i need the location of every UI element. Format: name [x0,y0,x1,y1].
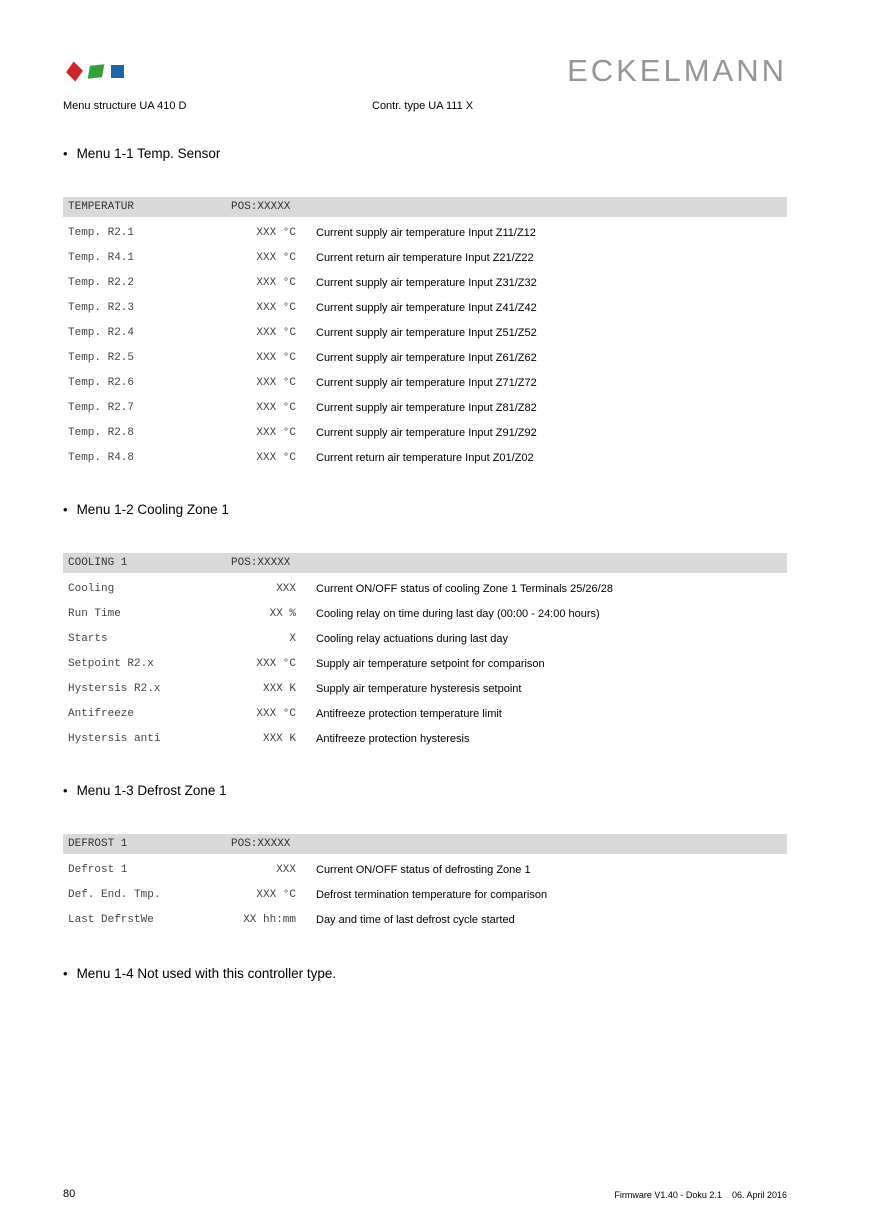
row-value: XXX °C [256,888,296,901]
row-parameter: Last DefrstWe [68,913,154,926]
table-row [63,420,787,445]
table-row [63,676,787,701]
note-text: Menu 1-4 Not used with this controller type. [76,966,337,981]
sections-container [0,146,870,932]
row-parameter: Hystersis anti [68,732,161,745]
page-footer [63,1188,787,1200]
row-description: Cooling relay on time during last day (00:00 - 24:00 hours) [316,607,600,620]
row-description: Cooling relay actuations during last day [316,632,509,645]
table-row [63,626,787,651]
row-parameter: Temp. R2.2 [68,276,135,289]
row-description: Supply air temperature setpoint for comparison [316,657,545,670]
bullet-icon: • [63,146,68,161]
table-row [63,445,787,470]
table-row [63,601,787,626]
doc-title-left: Menu structure UA 410 D [63,100,187,112]
row-value: XXX [276,863,296,876]
row-parameter: Antifreeze [68,707,135,720]
table-row [63,907,787,932]
row-description: Current return air temperature Input Z21/Z22 [316,251,534,264]
doc-title-center: Contr. type UA 111 X [372,100,474,112]
row-parameter: Temp. R2.7 [68,401,135,414]
row-value: XXX °C [256,326,296,339]
logo-row [63,53,787,88]
table-row [63,295,787,320]
bullet-icon: • [63,783,68,798]
table-row [63,220,787,245]
row-description: Current supply air temperature Input Z11/Z12 [316,226,536,239]
row-parameter: Temp. R2.1 [68,226,135,239]
section-title-text: Menu 1-1 Temp. Sensor [76,146,221,161]
bullet-icon: • [63,502,68,517]
row-value: XXX K [262,682,296,695]
row-value: XXX °C [256,351,296,364]
row-description: Day and time of last defrost cycle started [316,913,515,926]
menu-section [0,146,870,470]
row-value: XXX °C [256,251,296,264]
data-table [63,553,787,751]
section-title [63,783,870,798]
row-value: XXX °C [256,301,296,314]
table-header-row [63,834,787,854]
table-header-name: COOLING 1 [68,557,128,569]
table-body [63,854,787,932]
row-description: Supply air temperature hysteresis setpoint [316,682,522,695]
row-description: Current supply air temperature Input Z41/Z42 [316,301,537,314]
row-value: XXX °C [256,707,296,720]
row-parameter: Defrost 1 [68,863,128,876]
section-title-text: Menu 1-3 Defrost Zone 1 [76,783,227,798]
row-parameter: Temp. R2.3 [68,301,135,314]
data-table [63,834,787,932]
table-header-row [63,197,787,217]
row-value: XXX °C [256,657,296,670]
section-title [63,502,870,517]
table-header-name: TEMPERATUR [68,201,135,213]
table-header-name: DEFROST 1 [68,838,128,850]
page-header [0,0,870,114]
page-number: 80 [63,1188,76,1200]
menu-1-4-note [63,966,870,981]
data-table [63,197,787,470]
table-row [63,270,787,295]
menu-section [0,783,870,932]
footer-info: Firmware V1.40 - Doku 2.1 06. April 2016 [614,1190,787,1200]
row-value: XX % [269,607,296,620]
row-description: Current ON/OFF status of cooling Zone 1 Terminals 25/26/28 [316,582,613,595]
section-title [63,146,870,161]
table-row [63,651,787,676]
bullet-icon: • [63,966,68,981]
row-value: XXX °C [256,426,296,439]
table-row [63,576,787,601]
table-header-pos: POS:XXXXX [231,201,291,213]
row-value: XXX K [262,732,296,745]
table-row [63,857,787,882]
table-body [63,573,787,751]
row-value: X [289,632,296,645]
table-header-pos: POS:XXXXX [231,838,291,850]
row-description: Current supply air temperature Input Z61/Z62 [316,351,537,364]
row-description: Current supply air temperature Input Z51/Z52 [316,326,537,339]
table-body [63,217,787,470]
row-parameter: Temp. R4.1 [68,251,135,264]
row-parameter: Temp. R2.4 [68,326,135,339]
row-parameter: Def. End. Tmp. [68,888,161,901]
row-description: Current supply air temperature Input Z71/Z72 [316,376,537,389]
table-row [63,320,787,345]
table-header-pos: POS:XXXXX [231,557,291,569]
logo-red-diamond-icon [66,61,83,81]
table-row [63,395,787,420]
row-value: XXX °C [256,226,296,239]
row-parameter: Setpoint R2.x [68,657,154,670]
row-parameter: Hystersis R2.x [68,682,161,695]
row-parameter: Run Time [68,607,121,620]
eckelmann-logo-icon [63,58,124,84]
row-description: Current supply air temperature Input Z91/Z92 [316,426,537,439]
row-value: XXX °C [256,376,296,389]
eckelmann-wordmark: ECKELMANN [567,53,787,88]
section-title-text: Menu 1-2 Cooling Zone 1 [76,502,229,517]
row-value: XX hh:mm [243,913,296,926]
row-value: XXX °C [256,451,296,464]
table-row [63,726,787,751]
row-parameter: Temp. R2.6 [68,376,135,389]
row-description: Current supply air temperature Input Z81/Z82 [316,401,537,414]
row-value: XXX [276,582,296,595]
row-description: Antifreeze protection temperature limit [316,707,502,720]
row-description: Current return air temperature Input Z01/Z02 [316,451,534,464]
doc-title-line [63,100,787,114]
row-value: XXX °C [256,276,296,289]
table-row [63,701,787,726]
row-description: Defrost termination temperature for comparison [316,888,548,901]
row-parameter: Temp. R2.5 [68,351,135,364]
row-description: Antifreeze protection hysteresis [316,732,470,745]
table-row [63,345,787,370]
row-value: XXX °C [256,401,296,414]
menu-section [0,502,870,751]
table-row [63,245,787,270]
row-parameter: Temp. R2.8 [68,426,135,439]
table-row [63,370,787,395]
row-parameter: Temp. R4.8 [68,451,135,464]
logo-green-parallelogram-icon [88,64,105,78]
table-row [63,882,787,907]
row-description: Current supply air temperature Input Z31/Z32 [316,276,537,289]
row-description: Current ON/OFF status of defrosting Zone 1 [316,863,531,876]
logo-blue-square-icon [111,65,124,78]
row-parameter: Cooling [68,582,115,595]
table-header-row [63,553,787,573]
row-parameter: Starts [68,632,108,645]
